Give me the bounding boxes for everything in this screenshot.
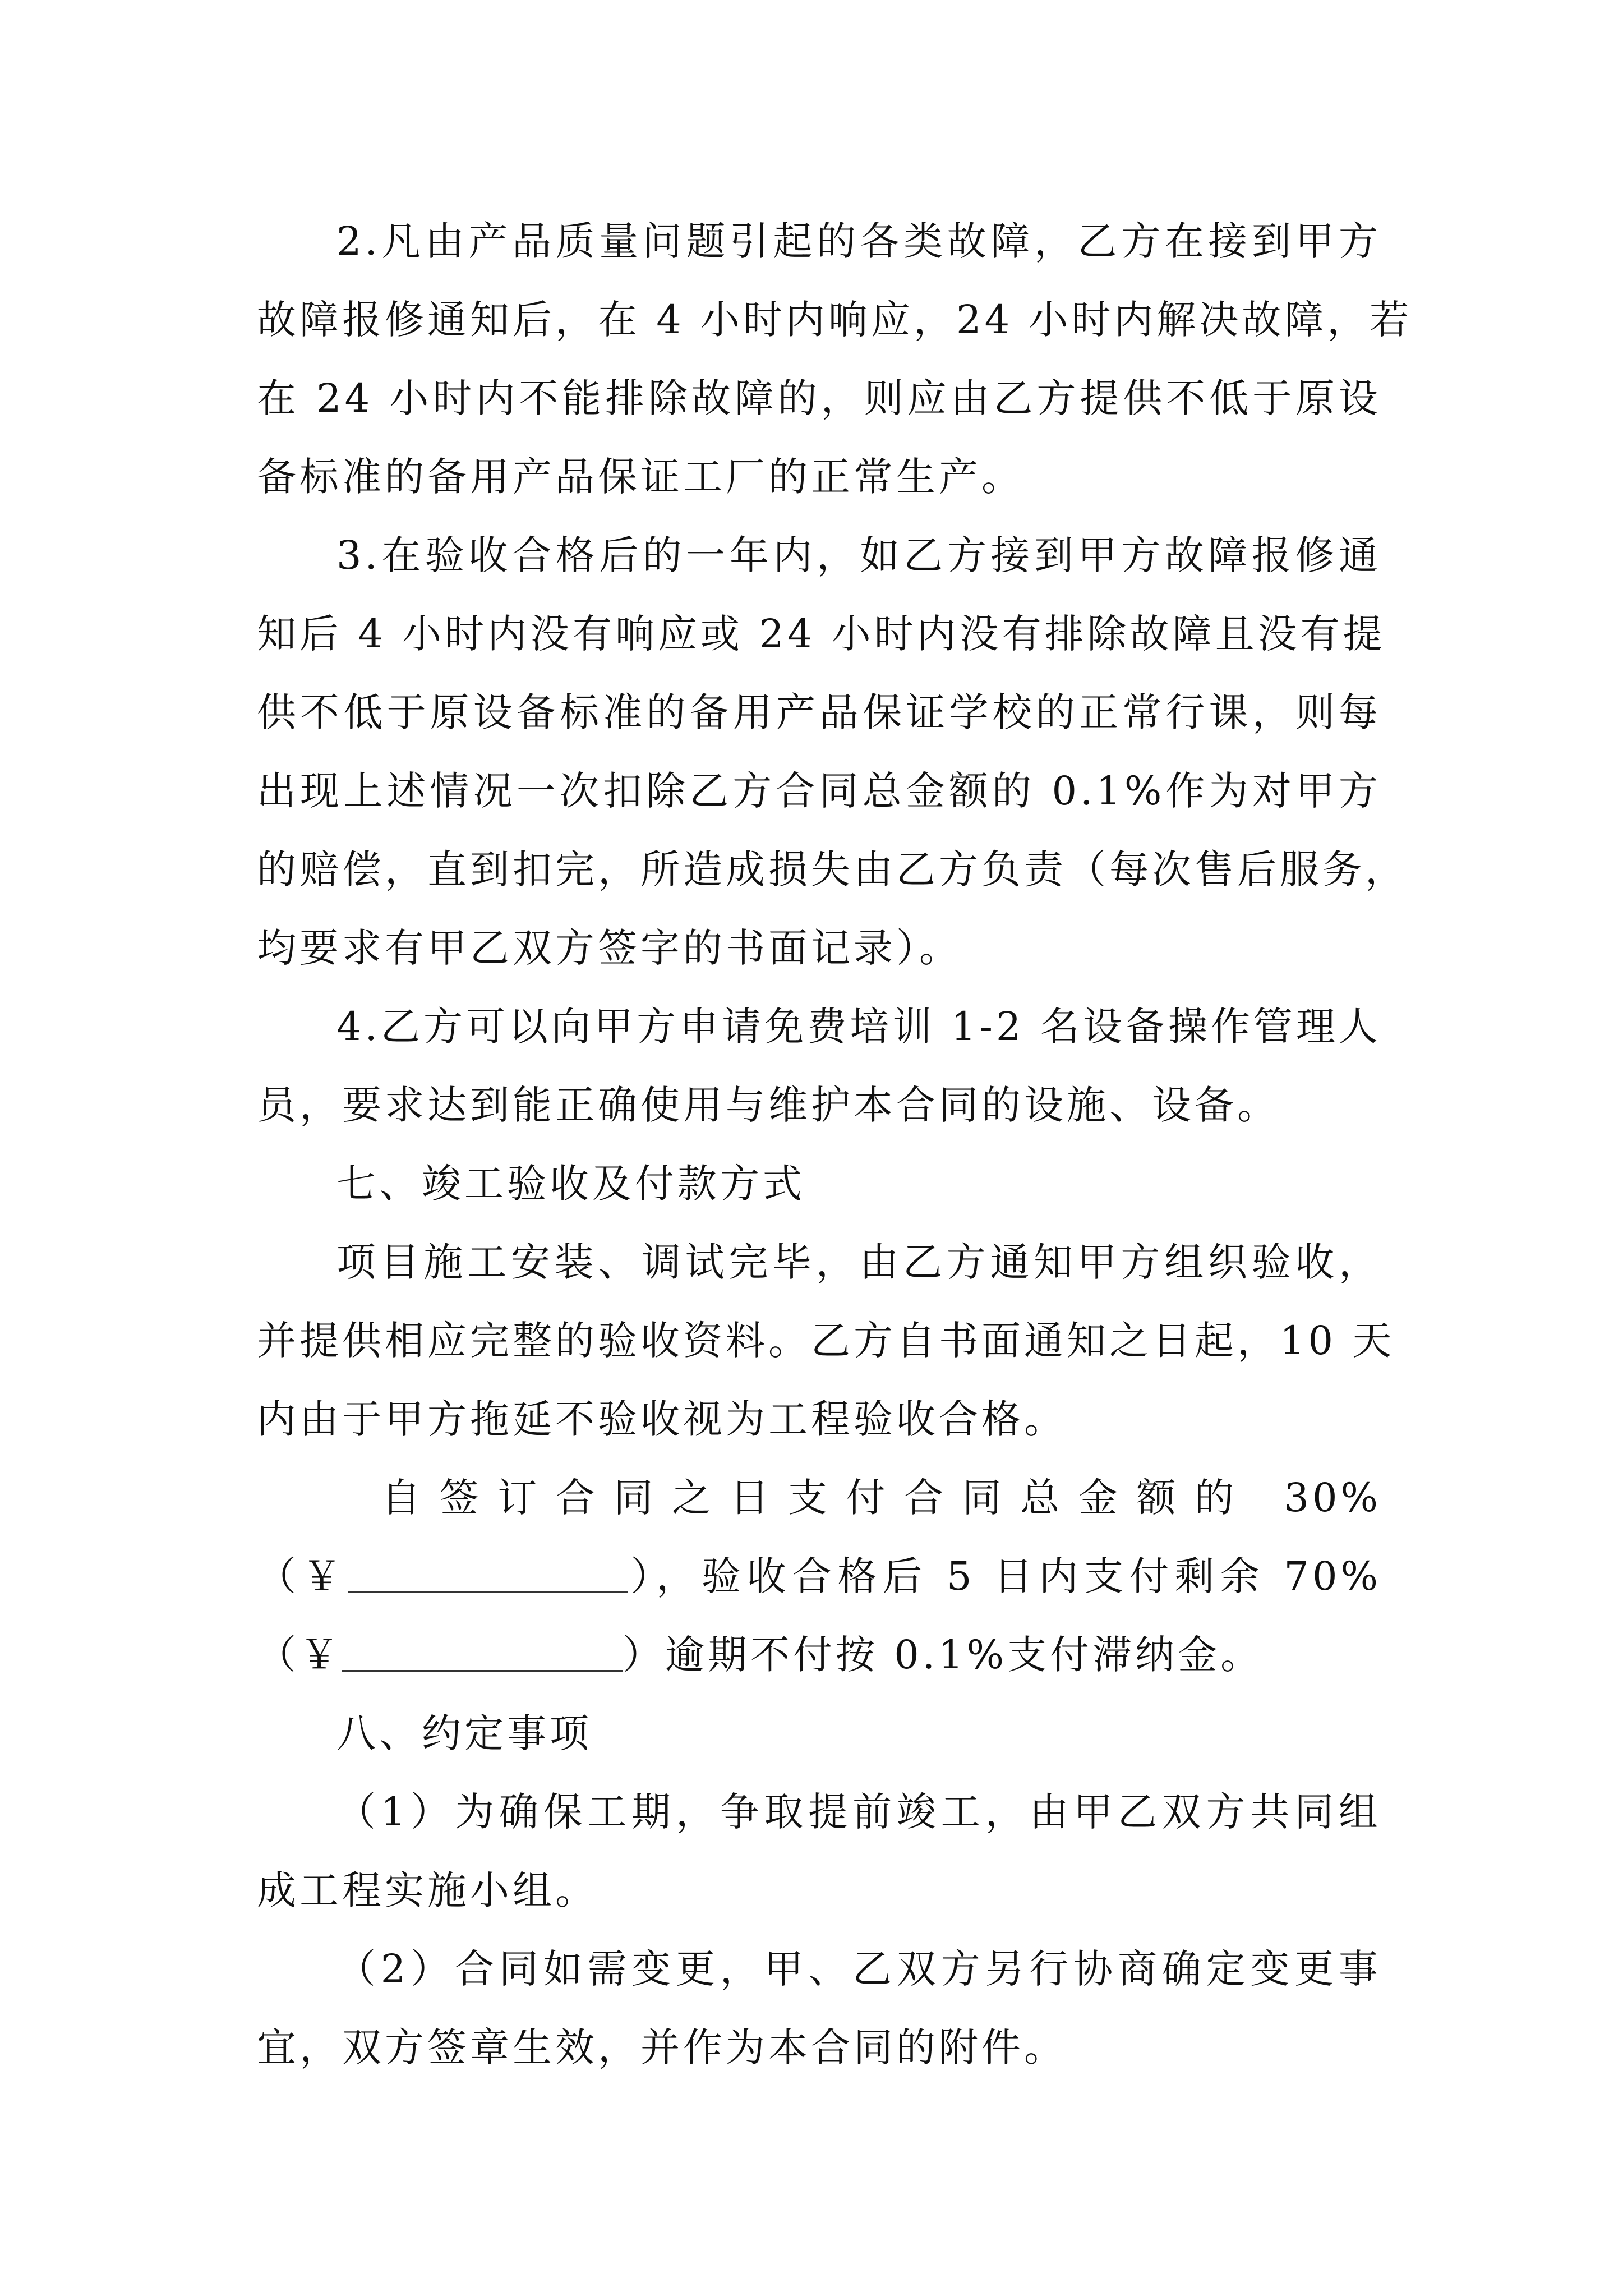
section-8-heading: 八、约定事项: [336, 1710, 592, 1756]
acceptance-line-3: 内由于甲方拖延不验收视为工程验收合格。: [257, 1396, 1067, 1442]
payment-line-2-close: ），验收合格后 5 日内支付剩余 70%: [628, 1553, 1382, 1599]
acceptance-line-1: 项目施工安装、调试完毕，由乙方通知甲方组织验收，: [336, 1239, 1381, 1285]
paragraph-3-line-4: 出现上述情况一次扣除乙方合同总金额的 0.1%作为对甲方: [257, 768, 1381, 814]
section-7-heading: 七、竣工验收及付款方式: [336, 1161, 805, 1207]
paragraph-4-line-2: 员，要求达到能正确使用与维护本合同的设施、设备。: [257, 1082, 1280, 1128]
paragraph-3-line-5: 的赔偿，直到扣完，所造成损失由乙方负责（每次售后服务，: [257, 846, 1408, 892]
clause-1-line-2: 成工程实施小组。: [257, 1867, 598, 1913]
paragraph-3-line-2: 知后 4 小时内没有响应或 24 小时内没有排除故障且没有提: [257, 611, 1386, 657]
payment-line-3: [257, 1627, 1381, 1683]
acceptance-line-2: 并提供相应完整的验收资料。乙方自书面通知之日起，10 天: [257, 1318, 1395, 1364]
payment-line-1: 自签订合同之日支付合同总金额的 30%: [381, 1475, 1381, 1521]
clause-2-line-1: （2）合同如需变更，甲、乙双方另行协商确定变更事: [336, 1946, 1381, 1992]
paragraph-2-line-2: 故障报修通知后，在 4 小时内响应，24 小时内解决故障，若: [257, 297, 1413, 343]
payment-line-3-close: ）逾期不付按 0.1%支付滞纳金。: [623, 1632, 1264, 1678]
payment-amount-30-blank: [348, 1558, 628, 1593]
payment-amount-70-blank: [342, 1636, 623, 1672]
payment-line-2-open: （￥: [257, 1553, 348, 1599]
paragraph-4-line-1: 4.乙方可以向甲方申请免费培训 1-2 名设备操作管理人: [336, 1004, 1381, 1050]
paragraph-3-line-6: 均要求有甲乙双方签字的书面记录）。: [257, 925, 962, 971]
clause-1-line-1: （1）为确保工期，争取提前竣工，由甲乙双方共同组: [336, 1789, 1381, 1835]
clause-2-line-2: 宜，双方签章生效，并作为本合同的附件。: [257, 2024, 1067, 2070]
paragraph-3-line-1: 3.在验收合格后的一年内，如乙方接到甲方故障报修通: [336, 532, 1381, 578]
paragraph-2-line-3: 在 24 小时内不能排除故障的，则应由乙方提供不低于原设: [257, 375, 1381, 421]
paragraph-2-line-1: 2.凡由产品质量问题引起的各类故障，乙方在接到甲方: [336, 218, 1381, 264]
payment-line-2: [257, 1548, 1381, 1604]
paragraph-3-line-3: 供不低于原设备标准的备用产品保证学校的正常行课，则每: [257, 689, 1381, 735]
paragraph-2-line-4: 备标准的备用产品保证工厂的正常生产。: [257, 454, 1024, 500]
payment-line-3-open: （￥: [257, 1632, 342, 1678]
